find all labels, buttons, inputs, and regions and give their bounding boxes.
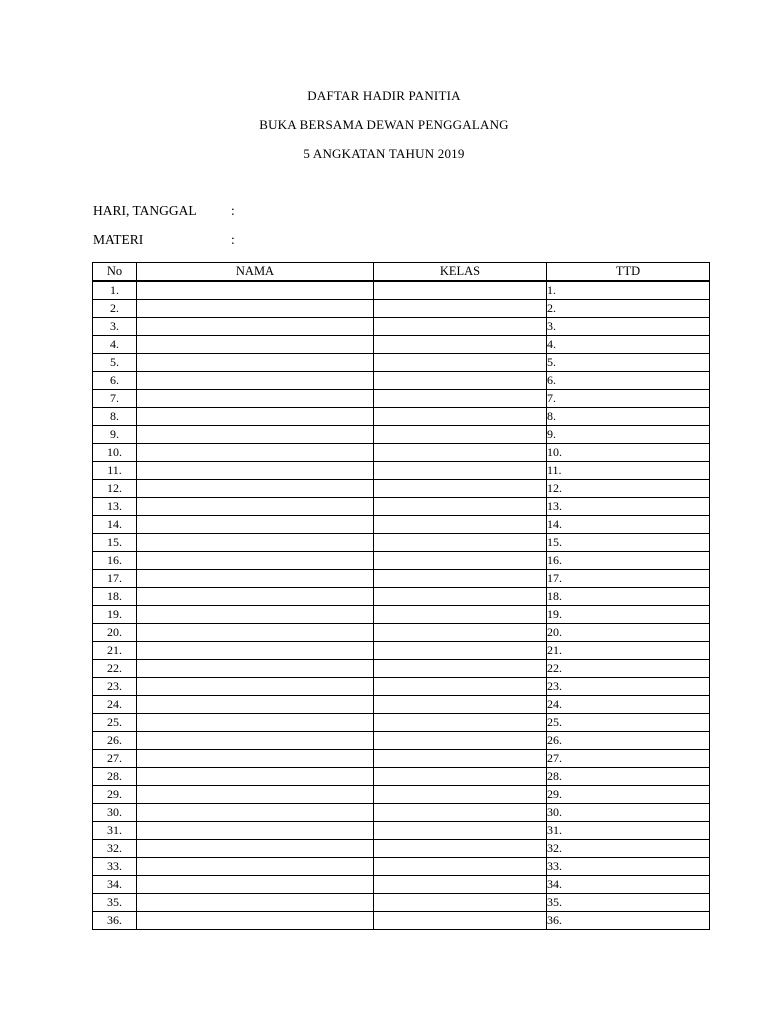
signature-cell[interactable]: 10. <box>547 444 710 462</box>
name-cell[interactable] <box>137 354 374 372</box>
class-cell[interactable] <box>374 750 547 768</box>
table-row <box>93 426 710 444</box>
column-header-nama: NAMA <box>137 263 374 282</box>
document-subtitle: BUKA BERSAMA DEWAN PENGGALANG <box>259 117 509 132</box>
signature-cell[interactable]: 27. <box>547 750 710 768</box>
table-row <box>93 372 710 390</box>
name-cell[interactable] <box>137 552 374 570</box>
row-number-cell: 16. <box>93 552 137 570</box>
name-cell[interactable] <box>137 660 374 678</box>
class-cell[interactable] <box>374 858 547 876</box>
signature-cell[interactable]: 33. <box>547 858 710 876</box>
table-row <box>93 552 710 570</box>
name-cell[interactable] <box>137 408 374 426</box>
name-cell[interactable] <box>137 534 374 552</box>
row-number-cell: 24. <box>93 696 137 714</box>
class-cell[interactable] <box>374 552 547 570</box>
row-number-cell: 34. <box>93 876 137 894</box>
class-cell[interactable] <box>374 408 547 426</box>
row-number-cell: 25. <box>93 714 137 732</box>
signature-cell[interactable]: 23. <box>547 678 710 696</box>
name-cell[interactable] <box>137 426 374 444</box>
class-cell[interactable] <box>374 786 547 804</box>
signature-cell[interactable]: 32. <box>547 840 710 858</box>
table-row <box>93 281 710 300</box>
row-number-cell: 36. <box>93 912 137 930</box>
row-number-cell: 21. <box>93 642 137 660</box>
table-row <box>93 696 710 714</box>
name-cell[interactable] <box>137 840 374 858</box>
class-cell[interactable] <box>374 462 547 480</box>
signature-cell[interactable]: 3. <box>547 318 710 336</box>
table-row <box>93 480 710 498</box>
table-row <box>93 318 710 336</box>
class-cell[interactable] <box>374 588 547 606</box>
name-cell[interactable] <box>137 696 374 714</box>
row-number-cell: 30. <box>93 804 137 822</box>
class-cell[interactable] <box>374 354 547 372</box>
name-cell[interactable] <box>137 281 374 300</box>
name-cell[interactable] <box>137 804 374 822</box>
table-body <box>93 281 710 930</box>
column-header-kelas: KELAS <box>374 263 547 282</box>
row-number-cell: 29. <box>93 786 137 804</box>
row-number-cell: 18. <box>93 588 137 606</box>
table-row <box>93 606 710 624</box>
table-row <box>93 642 710 660</box>
row-number-cell: 27. <box>93 750 137 768</box>
document-title: DAFTAR HADIR PANITIA <box>307 88 461 103</box>
class-cell[interactable] <box>374 390 547 408</box>
topic-field-label: MATERI <box>93 232 144 247</box>
class-cell[interactable] <box>374 444 547 462</box>
name-cell[interactable] <box>137 588 374 606</box>
class-cell[interactable] <box>374 660 547 678</box>
row-number-cell: 33. <box>93 858 137 876</box>
row-number-cell: 26. <box>93 732 137 750</box>
signature-cell[interactable]: 15. <box>547 534 710 552</box>
signature-cell[interactable]: 28. <box>547 768 710 786</box>
name-cell[interactable] <box>137 606 374 624</box>
name-cell[interactable] <box>137 894 374 912</box>
class-cell[interactable] <box>374 498 547 516</box>
name-cell[interactable] <box>137 822 374 840</box>
name-cell[interactable] <box>137 516 374 534</box>
date-field-colon: : <box>231 203 235 218</box>
signature-cell[interactable]: 12. <box>547 480 710 498</box>
row-number-cell: 28. <box>93 768 137 786</box>
table-row <box>93 804 710 822</box>
table-row <box>93 714 710 732</box>
table-row <box>93 570 710 588</box>
signature-cell[interactable]: 24. <box>547 696 710 714</box>
row-number-cell: 14. <box>93 516 137 534</box>
row-number-cell: 9. <box>93 426 137 444</box>
signature-cell[interactable]: 34. <box>547 876 710 894</box>
name-cell[interactable] <box>137 480 374 498</box>
name-cell[interactable] <box>137 498 374 516</box>
table-row <box>93 732 710 750</box>
row-number-cell: 17. <box>93 570 137 588</box>
row-number-cell: 10. <box>93 444 137 462</box>
column-header-ttd: TTD <box>547 263 710 282</box>
signature-cell[interactable]: 4. <box>547 336 710 354</box>
class-cell[interactable] <box>374 606 547 624</box>
signature-cell[interactable]: 9. <box>547 426 710 444</box>
name-cell[interactable] <box>137 858 374 876</box>
class-cell[interactable] <box>374 300 547 318</box>
class-cell[interactable] <box>374 570 547 588</box>
date-field-label: HARI, TANGGAL <box>93 203 197 218</box>
row-number-cell: 31. <box>93 822 137 840</box>
row-number-cell: 15. <box>93 534 137 552</box>
name-cell[interactable] <box>137 300 374 318</box>
table-row <box>93 462 710 480</box>
row-number-cell: 20. <box>93 624 137 642</box>
signature-cell[interactable]: 21. <box>547 642 710 660</box>
row-number-cell: 1. <box>93 281 137 300</box>
name-cell[interactable] <box>137 444 374 462</box>
signature-cell[interactable]: 19. <box>547 606 710 624</box>
name-cell[interactable] <box>137 570 374 588</box>
name-cell[interactable] <box>137 732 374 750</box>
class-cell[interactable] <box>374 516 547 534</box>
signature-cell[interactable]: 16. <box>547 552 710 570</box>
signature-cell[interactable]: 8. <box>547 408 710 426</box>
class-cell[interactable] <box>374 714 547 732</box>
signature-cell[interactable]: 13. <box>547 498 710 516</box>
class-cell[interactable] <box>374 732 547 750</box>
document-year-line: 5 ANGKATAN TAHUN 2019 <box>303 146 465 161</box>
table-row <box>93 786 710 804</box>
class-cell[interactable] <box>374 822 547 840</box>
row-number-cell: 5. <box>93 354 137 372</box>
signature-cell[interactable]: 20. <box>547 624 710 642</box>
name-cell[interactable] <box>137 678 374 696</box>
class-cell[interactable] <box>374 876 547 894</box>
class-cell[interactable] <box>374 768 547 786</box>
signature-cell[interactable]: 18. <box>547 588 710 606</box>
row-number-cell: 2. <box>93 300 137 318</box>
name-cell[interactable] <box>137 714 374 732</box>
row-number-cell: 11. <box>93 462 137 480</box>
signature-cell[interactable]: 7. <box>547 390 710 408</box>
signature-cell[interactable]: 6. <box>547 372 710 390</box>
name-cell[interactable] <box>137 750 374 768</box>
signature-cell[interactable]: 30. <box>547 804 710 822</box>
class-cell[interactable] <box>374 426 547 444</box>
signature-cell[interactable]: 22. <box>547 660 710 678</box>
signature-cell[interactable]: 5. <box>547 354 710 372</box>
table-row <box>93 588 710 606</box>
table-row <box>93 894 710 912</box>
name-cell[interactable] <box>137 642 374 660</box>
class-cell[interactable] <box>374 642 547 660</box>
table-row <box>93 840 710 858</box>
table-row <box>93 768 710 786</box>
name-cell[interactable] <box>137 912 374 930</box>
name-cell[interactable] <box>137 372 374 390</box>
table-row <box>93 498 710 516</box>
row-number-cell: 32. <box>93 840 137 858</box>
signature-cell[interactable]: 14. <box>547 516 710 534</box>
table-row <box>93 300 710 318</box>
row-number-cell: 13. <box>93 498 137 516</box>
name-cell[interactable] <box>137 624 374 642</box>
name-cell[interactable] <box>137 786 374 804</box>
signature-cell[interactable]: 17. <box>547 570 710 588</box>
row-number-cell: 23. <box>93 678 137 696</box>
class-cell[interactable] <box>374 696 547 714</box>
signature-cell[interactable]: 29. <box>547 786 710 804</box>
name-cell[interactable] <box>137 336 374 354</box>
signature-cell[interactable]: 36. <box>547 912 710 930</box>
table-header-row <box>93 263 710 282</box>
class-cell[interactable] <box>374 840 547 858</box>
table-row <box>93 390 710 408</box>
row-number-cell: 12. <box>93 480 137 498</box>
row-number-cell: 22. <box>93 660 137 678</box>
row-number-cell: 19. <box>93 606 137 624</box>
attendance-table <box>92 262 710 930</box>
table-row <box>93 516 710 534</box>
row-number-cell: 3. <box>93 318 137 336</box>
class-cell[interactable] <box>374 624 547 642</box>
name-cell[interactable] <box>137 876 374 894</box>
table-row <box>93 750 710 768</box>
table-row <box>93 534 710 552</box>
table-row <box>93 444 710 462</box>
table-row <box>93 660 710 678</box>
row-number-cell: 35. <box>93 894 137 912</box>
signature-cell[interactable]: 35. <box>547 894 710 912</box>
signature-cell[interactable]: 25. <box>547 714 710 732</box>
name-cell[interactable] <box>137 462 374 480</box>
table-row <box>93 354 710 372</box>
column-header-no: No <box>93 263 137 282</box>
topic-field-colon: : <box>231 232 235 247</box>
row-number-cell: 6. <box>93 372 137 390</box>
table-row <box>93 876 710 894</box>
table-row <box>93 822 710 840</box>
name-cell[interactable] <box>137 768 374 786</box>
row-number-cell: 8. <box>93 408 137 426</box>
class-cell[interactable] <box>374 678 547 696</box>
class-cell[interactable] <box>374 480 547 498</box>
class-cell[interactable] <box>374 336 547 354</box>
signature-cell[interactable]: 1. <box>547 281 710 300</box>
signature-cell[interactable]: 2. <box>547 300 710 318</box>
class-cell[interactable] <box>374 281 547 300</box>
class-cell[interactable] <box>374 372 547 390</box>
table-row <box>93 408 710 426</box>
name-cell[interactable] <box>137 318 374 336</box>
signature-cell[interactable]: 26. <box>547 732 710 750</box>
table-row <box>93 678 710 696</box>
class-cell[interactable] <box>374 804 547 822</box>
table-row <box>93 858 710 876</box>
signature-cell[interactable]: 11. <box>547 462 710 480</box>
class-cell[interactable] <box>374 894 547 912</box>
class-cell[interactable] <box>374 534 547 552</box>
signature-cell[interactable]: 31. <box>547 822 710 840</box>
class-cell[interactable] <box>374 912 547 930</box>
class-cell[interactable] <box>374 318 547 336</box>
row-number-cell: 4. <box>93 336 137 354</box>
table-row <box>93 336 710 354</box>
row-number-cell: 7. <box>93 390 137 408</box>
table-row <box>93 912 710 930</box>
name-cell[interactable] <box>137 390 374 408</box>
table-row <box>93 624 710 642</box>
